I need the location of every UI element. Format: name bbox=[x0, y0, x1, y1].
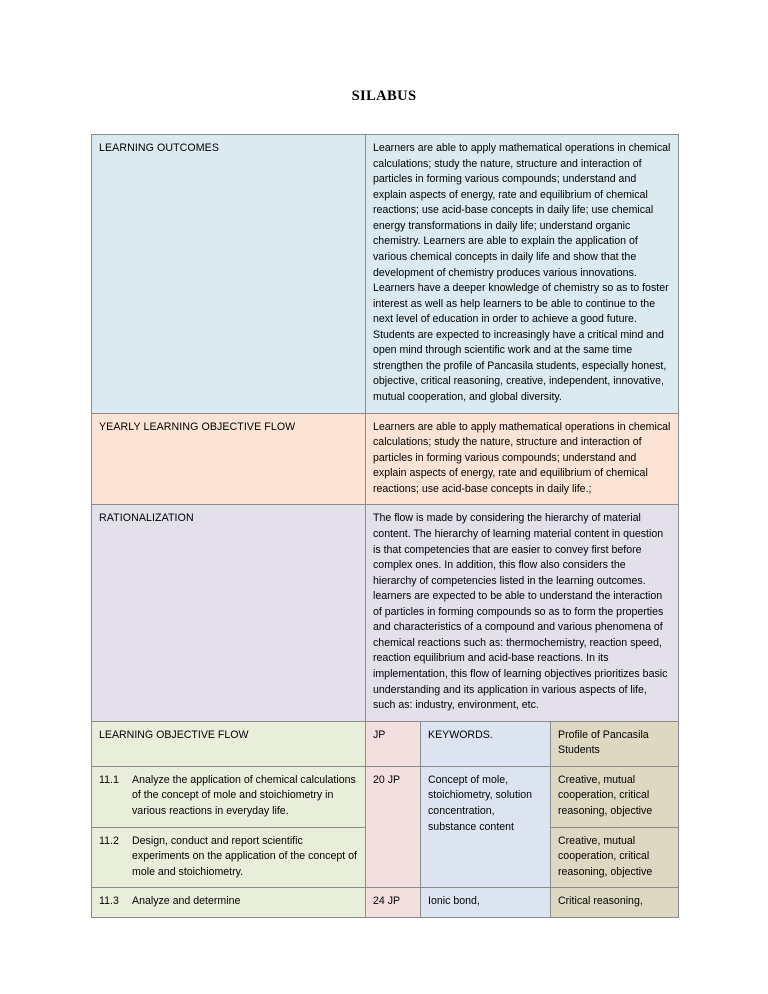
table-row-learning-outcomes bbox=[92, 135, 679, 414]
profile-cell: Critical reasoning, bbox=[551, 888, 679, 918]
objective-text: Analyze and determine bbox=[132, 895, 241, 908]
profile-cell: Creative, mutual cooperation, critical reasoning, objective bbox=[551, 766, 679, 827]
profile-cell: Creative, mutual cooperation, critical reasoning, objective bbox=[551, 827, 679, 888]
objective-text: Analyze the application of chemical calculations of the concept of mole and stoichiometry in various reactions in everyday life. bbox=[132, 773, 356, 817]
objective-flow-cell bbox=[92, 766, 366, 827]
table-row bbox=[92, 888, 679, 918]
column-header-jp: JP bbox=[366, 721, 421, 766]
column-header-profile-pancasila: Profile of Pancasila Students bbox=[551, 721, 679, 766]
objective-flow-cell bbox=[92, 888, 366, 918]
keywords-cell: Concept of mole, stoichiometry, solution concentration, substance content bbox=[421, 766, 551, 887]
objective-number: 11.2 bbox=[99, 834, 119, 847]
row-text-yearly-objective-flow: Learners are able to apply mathematical operations in chemical calculations; study the nature, structure and interaction of particles in forming various compounds; understand and explain aspects of energy, rate and equilibrium of chemical reactions; use acid-base concepts in daily life.; bbox=[366, 413, 679, 505]
page-title: SILABUS bbox=[351, 88, 417, 104]
objective-number: 11.3 bbox=[99, 895, 119, 908]
table-row bbox=[92, 766, 679, 827]
objective-text: Design, conduct and report scientific experiments on the application of the concept of mole and stoichiometry. bbox=[132, 834, 357, 878]
keywords-cell: Ionic bond, bbox=[421, 888, 551, 918]
objective-table-header-row bbox=[92, 721, 679, 766]
column-header-keywords: KEYWORDS. bbox=[421, 721, 551, 766]
table-row-yearly-objective-flow bbox=[92, 413, 679, 505]
row-label-rationalization: RATIONALIZATION bbox=[92, 505, 366, 721]
row-label-yearly-objective-flow: YEARLY LEARNING OBJECTIVE FLOW bbox=[92, 413, 366, 505]
jp-cell: 20 JP bbox=[366, 766, 421, 887]
jp-cell: 24 JP bbox=[366, 888, 421, 918]
objective-flow-cell bbox=[92, 827, 366, 888]
row-label-learning-outcomes: LEARNING OUTCOMES bbox=[92, 135, 366, 414]
row-text-rationalization: The flow is made by considering the hierarchy of material content. The hierarchy of learning material content in question is that competencies that are easier to convey first before complex ones. In addition, this flow also considers the hierarchy of competencies listed in the learning outcomes. learners are expected to be able to understand the interaction of particles in forming compounds so as to form the properties and characteristics of a compound and various phenomena of chemical reactions such as: thermochemistry, reaction speed, reaction equilibrium and acid-base reactions. In its implementation, this flow of learning objectives prioritizes basic understanding and its application in various aspects of life, such as: industry, environment, etc. bbox=[366, 505, 679, 721]
objective-number: 11.1 bbox=[99, 773, 119, 786]
column-header-learning-objective-flow: LEARNING OBJECTIVE FLOW bbox=[92, 721, 366, 766]
table-row-rationalization bbox=[92, 505, 679, 721]
silabus-table bbox=[91, 134, 679, 918]
row-text-learning-outcomes: Learners are able to apply mathematical operations in chemical calculations; study the nature, structure and interaction of particles in forming various compounds; understand and explain aspects of energy, rate and equilibrium of chemical reactions; use acid-base concepts in daily life; use chemical energy transformations in daily life; understand organic chemistry. Learners are able to explain the application of various chemical concepts in daily life and show that the development of chemistry produces various innovations. Learners have a deeper knowledge of chemistry so as to foster interest as well as help learners to be able to continue to the next level of education in order to achieve a good future. Students are expected to increasingly have a critical mind and open mind through scientific work and at the same time strengthen the profile of Pancasila students, especially honest, objective, critical reasoning, creative, independent, innovative, mutual cooperation, and global diversity. bbox=[366, 135, 679, 414]
silabus-table-container bbox=[91, 134, 678, 918]
